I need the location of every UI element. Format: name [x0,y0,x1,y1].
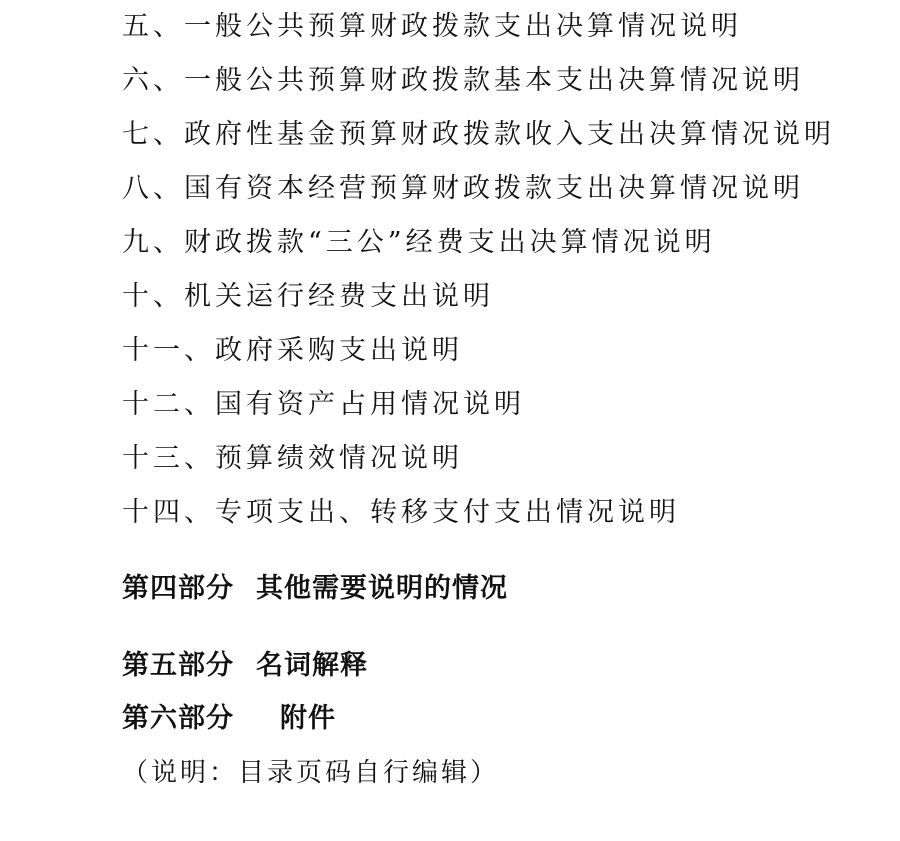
page-number-note: （说明：目录页码自行编辑） [122,758,500,788]
toc-item-12: 十二、国有资产占用情况说明 [122,389,525,420]
toc-item-14: 十四、专项支出、转移支付支出情况说明 [122,497,680,528]
part-5-heading [122,648,368,684]
part-label: 第四部分 [122,573,234,604]
part-label: 第五部分 [122,650,234,681]
toc-item-13: 十三、预算绩效情况说明 [122,443,463,474]
toc-item-10: 十、机关运行经费支出说明 [122,281,494,312]
toc-item-8: 八、国有资本经营预算财政拨款支出决算情况说明 [122,173,804,204]
part-4-heading [122,571,508,607]
part-title: 其他需要说明的情况 [256,573,508,604]
part-title: 附件 [280,703,336,734]
part-label: 第六部分 [122,703,234,734]
toc-item-5: 五、一般公共预算财政拨款支出决算情况说明 [122,11,742,42]
toc-item-9: 九、财政拨款“三公”经费支出决算情况说明 [122,227,716,258]
toc-item-11: 十一、政府采购支出说明 [122,335,463,366]
toc-item-7: 七、政府性基金预算财政拨款收入支出决算情况说明 [122,119,835,150]
toc-item-6: 六、一般公共预算财政拨款基本支出决算情况说明 [122,65,804,96]
part-6-heading [122,701,336,737]
part-title: 名词解释 [256,650,368,681]
